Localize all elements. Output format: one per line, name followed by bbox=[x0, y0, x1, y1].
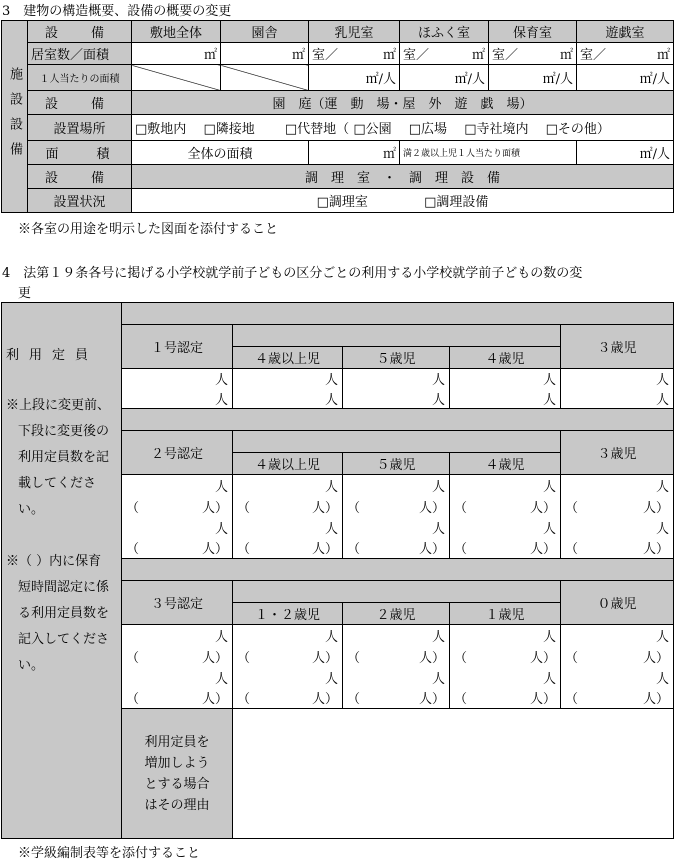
site-area-cell[interactable] bbox=[132, 43, 221, 65]
block3-count-cell[interactable] bbox=[343, 625, 450, 646]
note-paren-2: 短時間認定に係 bbox=[18, 580, 110, 595]
unit-per-person: ㎡/人 bbox=[454, 72, 485, 87]
facility-side-label: 施設設備 bbox=[2, 21, 28, 213]
unit: 人 bbox=[324, 521, 338, 537]
paren-close: 人） bbox=[643, 542, 670, 558]
block3-count-cell[interactable] bbox=[343, 646, 450, 667]
paren-close: 人） bbox=[201, 692, 228, 708]
block3-count-cell[interactable] bbox=[233, 646, 343, 667]
block1-top-bar bbox=[122, 303, 674, 325]
section4-heading-line1: 4 法第１９条各号に掲げる小学校就学前子どもの区分ごとの利用する小学校就学前子どもの数の変 bbox=[2, 266, 583, 281]
rooms-area-label: 居室数／面積 bbox=[28, 43, 132, 65]
block3-count-cell[interactable] bbox=[561, 646, 674, 667]
block3-top-bar bbox=[122, 559, 674, 581]
installation-status-label: 設置状況 bbox=[28, 189, 132, 213]
reason-label-line: 利用定員を bbox=[144, 734, 210, 750]
unit: 人 bbox=[431, 479, 445, 495]
section4-heading-line2: 更 bbox=[18, 286, 32, 301]
facility-table bbox=[1, 20, 674, 213]
block2-count-cell[interactable] bbox=[343, 538, 450, 559]
block2-last-col: ３歳児 bbox=[561, 431, 674, 475]
opt-park[interactable]: □公園 bbox=[353, 122, 392, 137]
block1-before-cell[interactable]: 人 bbox=[122, 369, 233, 389]
opt-square[interactable]: □広場 bbox=[408, 122, 448, 137]
paren-open: （ bbox=[347, 692, 361, 708]
block3-count-cell[interactable] bbox=[122, 625, 233, 646]
paren-open: （ bbox=[454, 500, 468, 516]
reason-label-line: とする場合 bbox=[144, 776, 210, 792]
opt-on-site[interactable]: □敷地内 bbox=[135, 122, 187, 137]
block3-count-cell[interactable] bbox=[561, 667, 674, 688]
paren-close: 人） bbox=[529, 542, 556, 558]
unit: 人 bbox=[656, 629, 670, 645]
unit: 人 bbox=[214, 479, 228, 495]
block1-before-cell[interactable]: 人 bbox=[561, 369, 674, 389]
paren-open: （ bbox=[454, 692, 468, 708]
unit-per-person: ㎡/人 bbox=[639, 147, 670, 162]
crawl-room-cell[interactable] bbox=[400, 43, 489, 65]
paren-open: （ bbox=[126, 692, 140, 708]
block3-count-cell[interactable] bbox=[343, 688, 450, 709]
paren-open: （ bbox=[565, 692, 579, 708]
block3-count-cell[interactable] bbox=[122, 688, 233, 709]
unit: 人 bbox=[431, 521, 445, 537]
paren-open: （ bbox=[565, 500, 579, 516]
unit: 人 bbox=[656, 671, 670, 687]
block2-group: ４歳以上児 bbox=[233, 453, 343, 475]
block1-before-cell[interactable]: 人 bbox=[343, 369, 450, 389]
block2-sub1: ５歳児 bbox=[343, 453, 450, 475]
note-paren-5: い。 bbox=[18, 658, 45, 673]
opt-kitchen-room[interactable]: □調理室 bbox=[316, 195, 368, 210]
paren-close: 人） bbox=[311, 500, 338, 516]
reason-label-line: 増加しよう bbox=[144, 755, 210, 771]
col-play-room: 遊戯室 bbox=[577, 21, 674, 43]
site-per-person-na bbox=[132, 65, 221, 91]
unit: 人 bbox=[431, 629, 445, 645]
unit: 人 bbox=[656, 479, 670, 495]
infant-room-cell[interactable] bbox=[309, 43, 400, 65]
block2-count-cell[interactable] bbox=[450, 538, 561, 559]
block3-count-cell[interactable] bbox=[450, 625, 561, 646]
unit-m2: ㎡ bbox=[203, 48, 217, 63]
paren-close: 人） bbox=[418, 542, 445, 558]
paren-close: 人） bbox=[529, 650, 556, 666]
block1-last-col: ３歳児 bbox=[561, 325, 674, 369]
reason-label-line: はその理由 bbox=[144, 797, 210, 813]
location-label: 設置場所 bbox=[28, 115, 132, 141]
equipment-label: 設 備 bbox=[28, 21, 132, 43]
block1-label: １号認定 bbox=[122, 325, 233, 369]
block3-count-cell[interactable] bbox=[450, 646, 561, 667]
block3-count-cell[interactable] bbox=[233, 688, 343, 709]
paren-close: 人） bbox=[201, 650, 228, 666]
block2-sub2: ４歳児 bbox=[450, 453, 561, 475]
paren-close: 人） bbox=[418, 692, 445, 708]
block2-group-bar bbox=[233, 431, 561, 453]
block2-count-cell[interactable] bbox=[561, 538, 674, 559]
unit: 人 bbox=[324, 479, 338, 495]
paren-close: 人） bbox=[643, 692, 670, 708]
unit-m2: ㎡ bbox=[471, 48, 485, 63]
location-options bbox=[132, 115, 674, 141]
unit: 人 bbox=[214, 671, 228, 687]
reason-input[interactable] bbox=[233, 709, 674, 839]
paren-close: 人） bbox=[418, 650, 445, 666]
paren-open: （ bbox=[237, 650, 251, 666]
block3-count-cell[interactable] bbox=[561, 625, 674, 646]
room-slash: 室／ bbox=[312, 48, 339, 63]
unit-per-person: ㎡/人 bbox=[365, 72, 396, 87]
note-before-after-3: 利用定員数を記 bbox=[18, 450, 110, 465]
area-label: 面 積 bbox=[28, 141, 132, 165]
opt-kitchen-equipment[interactable]: □調理設備 bbox=[424, 195, 489, 210]
unit: 人 bbox=[431, 671, 445, 687]
block1-sub1: ５歳児 bbox=[343, 347, 450, 369]
paren-open: （ bbox=[126, 650, 140, 666]
block3-last-col: ０歳児 bbox=[561, 581, 674, 625]
total-area-label: 全体の面積 bbox=[132, 141, 309, 165]
block3-sub2: １歳児 bbox=[450, 603, 561, 625]
building-per-person-na bbox=[221, 65, 309, 91]
room-slash: 室／ bbox=[492, 48, 519, 63]
paren-close: 人） bbox=[311, 692, 338, 708]
unit-per-person: ㎡/人 bbox=[542, 72, 573, 87]
block2-count-cell[interactable] bbox=[233, 475, 343, 496]
block2-count-cell[interactable] bbox=[561, 517, 674, 538]
paren-close: 人） bbox=[643, 650, 670, 666]
block2-count-cell[interactable] bbox=[122, 496, 233, 517]
building-area-cell[interactable] bbox=[221, 43, 309, 65]
col-infant-room: 乳児室 bbox=[309, 21, 400, 43]
paren-close: 人） bbox=[418, 500, 445, 516]
per-child-area-cell[interactable] bbox=[577, 141, 674, 165]
capacity-side-panel bbox=[2, 303, 122, 839]
paren-open: （ bbox=[347, 650, 361, 666]
crawl-per-person-cell[interactable] bbox=[400, 65, 489, 91]
unit: 人 bbox=[656, 521, 670, 537]
block2-count-cell[interactable] bbox=[343, 475, 450, 496]
block2-top-bar bbox=[122, 409, 674, 431]
opt-temple[interactable]: □寺社境内 bbox=[464, 122, 529, 137]
block3-group: １・２歳児 bbox=[233, 603, 343, 625]
note-before-after-5: い。 bbox=[18, 502, 45, 517]
paren-close: 人） bbox=[201, 542, 228, 558]
block2-count-cell[interactable] bbox=[561, 475, 674, 496]
section3-heading: 3 建物の構造概要、設備の概要の変更 bbox=[2, 4, 232, 19]
room-slash: 室／ bbox=[403, 48, 430, 63]
block2-count-cell[interactable] bbox=[233, 517, 343, 538]
note-paren-4: 記入してくださ bbox=[18, 632, 110, 647]
paren-close: 人） bbox=[201, 500, 228, 516]
note-before-after-2: 下段に変更後の bbox=[18, 424, 110, 439]
block2-count-cell[interactable] bbox=[561, 496, 674, 517]
paren-open: （ bbox=[565, 650, 579, 666]
block3-sub1: ２歳児 bbox=[343, 603, 450, 625]
block2-count-cell[interactable] bbox=[122, 538, 233, 559]
opt-adjacent[interactable]: □隣接地 bbox=[203, 122, 255, 137]
play-per-person-cell[interactable] bbox=[577, 65, 674, 91]
nursery-room-cell[interactable] bbox=[489, 43, 577, 65]
infant-per-person-cell[interactable] bbox=[309, 65, 400, 91]
block2-count-cell[interactable] bbox=[450, 517, 561, 538]
block1-group-bar bbox=[233, 325, 561, 347]
note-paren-3: る利用定員数を bbox=[18, 606, 110, 621]
paren-open: （ bbox=[454, 542, 468, 558]
paren-open: （ bbox=[454, 650, 468, 666]
block3-count-cell[interactable] bbox=[122, 667, 233, 688]
per-child-area-label: 満２歳以上児１人当たり面積 bbox=[400, 141, 577, 165]
paren-open: （ bbox=[347, 542, 361, 558]
block3-group-bar bbox=[233, 581, 561, 603]
block1-sub2: ４歳児 bbox=[450, 347, 561, 369]
note-before-after-1: ※上段に変更前、 bbox=[6, 398, 111, 413]
paren-open: （ bbox=[237, 542, 251, 558]
section3-note: ※各室の用途を明示した図面を添付すること bbox=[18, 222, 279, 237]
block2-count-cell[interactable] bbox=[450, 496, 561, 517]
paren-close: 人） bbox=[643, 500, 670, 516]
paren-close: 人） bbox=[311, 542, 338, 558]
paren-open: （ bbox=[126, 500, 140, 516]
playground-header: 園 庭（運 動 場・屋 外 遊 戯 場） bbox=[132, 91, 674, 115]
unit: 人 bbox=[542, 521, 556, 537]
block3-count-cell[interactable] bbox=[122, 646, 233, 667]
per-person-area-label: １人当たりの面積 bbox=[28, 65, 132, 91]
block1-group: ４歳以上児 bbox=[233, 347, 343, 369]
col-site-total: 敷地全体 bbox=[132, 21, 221, 43]
unit: 人 bbox=[542, 479, 556, 495]
equipment-label: 設 備 bbox=[28, 165, 132, 189]
unit: 人 bbox=[542, 671, 556, 687]
reason-label bbox=[122, 709, 233, 839]
block2-count-cell[interactable] bbox=[233, 496, 343, 517]
unit: 人 bbox=[542, 629, 556, 645]
paren-open: （ bbox=[237, 500, 251, 516]
block3-label: ３号認定 bbox=[122, 581, 233, 625]
paren-close: 人） bbox=[529, 692, 556, 708]
block1-after-cell[interactable]: 人 bbox=[233, 389, 343, 409]
unit-m2: ㎡ bbox=[382, 48, 396, 63]
col-crawl-room: ほふく室 bbox=[400, 21, 489, 43]
paren-close: 人） bbox=[311, 650, 338, 666]
block1-after-cell[interactable]: 人 bbox=[450, 389, 561, 409]
note-paren-1: ※（ ）内に保育 bbox=[6, 554, 102, 569]
block1-before-cell[interactable]: 人 bbox=[450, 369, 561, 389]
unit-m2: ㎡ bbox=[291, 48, 305, 63]
block1-before-cell[interactable]: 人 bbox=[233, 369, 343, 389]
col-nursery-room: 保育室 bbox=[489, 21, 577, 43]
capacity-title: 利用定員 bbox=[6, 348, 99, 363]
paren-open: （ bbox=[565, 542, 579, 558]
block3-count-cell[interactable] bbox=[450, 667, 561, 688]
opt-substitute[interactable]: □代替地（ bbox=[284, 122, 350, 137]
block2-count-cell[interactable] bbox=[343, 517, 450, 538]
unit: 人 bbox=[324, 629, 338, 645]
unit: 人 bbox=[214, 521, 228, 537]
block3-count-cell[interactable] bbox=[561, 688, 674, 709]
paren-open: （ bbox=[126, 542, 140, 558]
block2-count-cell[interactable] bbox=[450, 475, 561, 496]
block1-after-cell[interactable]: 人 bbox=[122, 389, 233, 409]
block2-label: ２号認定 bbox=[122, 431, 233, 475]
col-building: 園舎 bbox=[221, 21, 309, 43]
block3-count-cell[interactable] bbox=[343, 667, 450, 688]
equipment-label: 設 備 bbox=[28, 91, 132, 115]
block2-count-cell[interactable] bbox=[122, 517, 233, 538]
block3-count-cell[interactable] bbox=[450, 688, 561, 709]
room-slash: 室／ bbox=[580, 48, 607, 63]
section4-note: ※学級編制表等を添付すること bbox=[18, 846, 201, 861]
paren-open: （ bbox=[237, 692, 251, 708]
unit-m2: ㎡ bbox=[656, 48, 670, 63]
capacity-table bbox=[1, 302, 674, 839]
total-area-cell[interactable] bbox=[309, 141, 400, 165]
unit-m2: ㎡ bbox=[382, 147, 396, 162]
block2-count-cell[interactable] bbox=[233, 538, 343, 559]
kitchen-header: 調 理 室 ・ 調 理 設 備 bbox=[132, 165, 674, 189]
block2-count-cell[interactable] bbox=[122, 475, 233, 496]
unit: 人 bbox=[214, 629, 228, 645]
note-before-after-4: 載してくださ bbox=[18, 476, 97, 491]
unit-m2: ㎡ bbox=[559, 48, 573, 63]
play-room-cell[interactable] bbox=[577, 43, 674, 65]
paren-close: 人） bbox=[529, 500, 556, 516]
paren-open: （ bbox=[347, 500, 361, 516]
opt-other[interactable]: □その他） bbox=[545, 122, 610, 137]
block3-count-cell[interactable] bbox=[233, 667, 343, 688]
block2-count-cell[interactable] bbox=[343, 496, 450, 517]
unit: 人 bbox=[324, 671, 338, 687]
kitchen-options bbox=[132, 189, 674, 213]
block3-count-cell[interactable] bbox=[233, 625, 343, 646]
block1-after-cell[interactable]: 人 bbox=[561, 389, 674, 409]
unit-per-person: ㎡/人 bbox=[639, 72, 670, 87]
nursery-per-person-cell[interactable] bbox=[489, 65, 577, 91]
block1-after-cell[interactable]: 人 bbox=[343, 389, 450, 409]
